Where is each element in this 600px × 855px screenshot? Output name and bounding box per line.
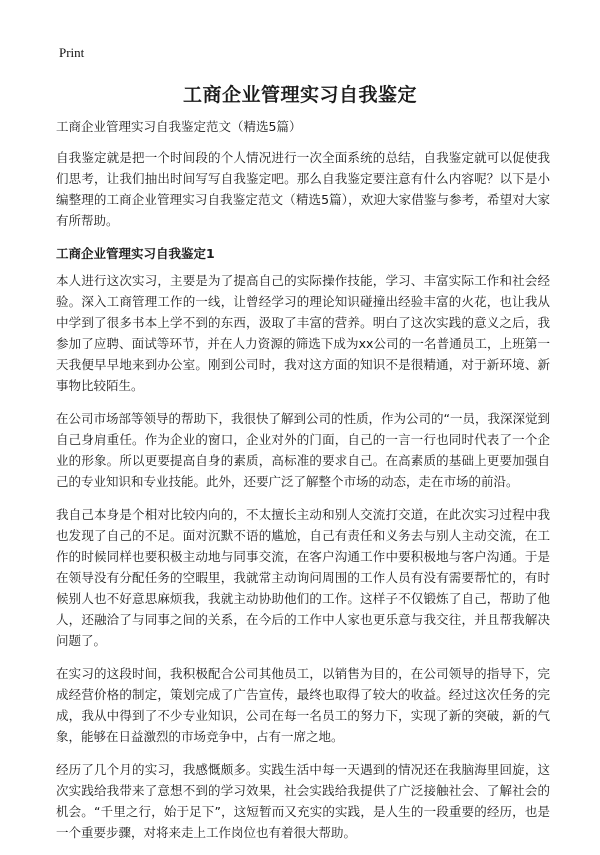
body-paragraph: 在实习的这段时间，我积极配合公司其他员工，以销售为目的，在公司领导的指导下，完成经营价格的制定，策划完成了广告宣传，最终也取得了较大的收益。经过这次任务的完成，我从中得到了不少专业知识，公司在每一名员工的努力下，实现了新的突破，新的气象，能够在日益激烈的市场竞争中，占有一席之地。 <box>56 666 550 744</box>
body-paragraph: 经历了几个月的实习，我感慨颇多。实践生活中每一天遇到的情况还在我脑海里回旋，这次实践给我带来了意想不到的学习效果，社会实践给我提供了广泛接触社会、了解社会的机会。“千里之行，始于足下”，这短暂而又充实的实践，是人生的一段重要的经历，也是一个重要步骤，对将来走上工作岗位也有着很大帮助。 <box>56 762 550 840</box>
page-title: 工商企业管理实习自我鉴定 <box>182 84 417 106</box>
section-heading: 工商企业管理实习自我鉴定1 <box>56 246 215 261</box>
document-body <box>56 116 550 855</box>
body-paragraph: 本人进行这次实习，主要是为了提高自己的实际操作技能，学习、丰富实际工作和社会经验。深入工商管理工作的一线，让曾经学习的理论知识碰撞出经验丰富的火花，也让我从中学到了很多书本上学不到的东西，汲取了丰富的营养。明白了这次实践的意义之后，我参加了应聘、面试等环节，并在人力资源的筛选下成为xx公司的一名普通员工，上班第一天我便早早地来到办公室。刚到公司时，我对这方面的知识不是很精通，对于新环境、新事物比较陌生。 <box>56 273 550 393</box>
body-paragraph: 在公司市场部等领导的帮助下，我很快了解到公司的性质，作为公司的“一员，我深深觉到自己身肩重任。作为企业的窗口，企业对外的门面，自己的一言一行也同时代表了一个企业的形象。所以更要提高自身的素质，高标准的要求自己。在高素质的基础上更要加强自己的专业知识和专业技能。此外，还要广泛了解整个市场的动态，走在市场的前沿。 <box>56 411 550 489</box>
print-link[interactable]: Print <box>59 45 85 60</box>
body-paragraph: 我自己本身是个相对比较内向的，不太擅长主动和别人交流打交道，在此次实习过程中我也发现了自己的不足。面对沉默不语的尴尬，自己有责任和义务去与别人主动交流，在工作的时候同样也要积极主动地与同事交流，在客户沟通工作中要积极地与客户沟通。于是在领导没有分配任务的空暇里，我就常主动询问周围的工作人员有没有需要帮忙的，有时候别人也不好意思麻烦我，我就主动协助他们的工作。这样子不仅锻炼了自己，帮助了他人，还融洽了与同事之间的关系，在今后的工作中人家也更乐意与我交往，并且帮我解决问题了。 <box>56 507 550 648</box>
intro-paragraph: 自我鉴定就是把一个时间段的个人情况进行一次全面系统的总结，自我鉴定就可以促使我们思考，让我们抽出时间写写自我鉴定吧。那么自我鉴定要注意有什么内容呢？以下是小编整理的工商企业管理实习自我鉴定范文（精选5篇），欢迎大家借鉴与参考，希望对大家有所帮助。 <box>56 150 550 228</box>
document-subtitle: 工商企业管理实习自我鉴定范文（精选5篇） <box>56 119 302 134</box>
